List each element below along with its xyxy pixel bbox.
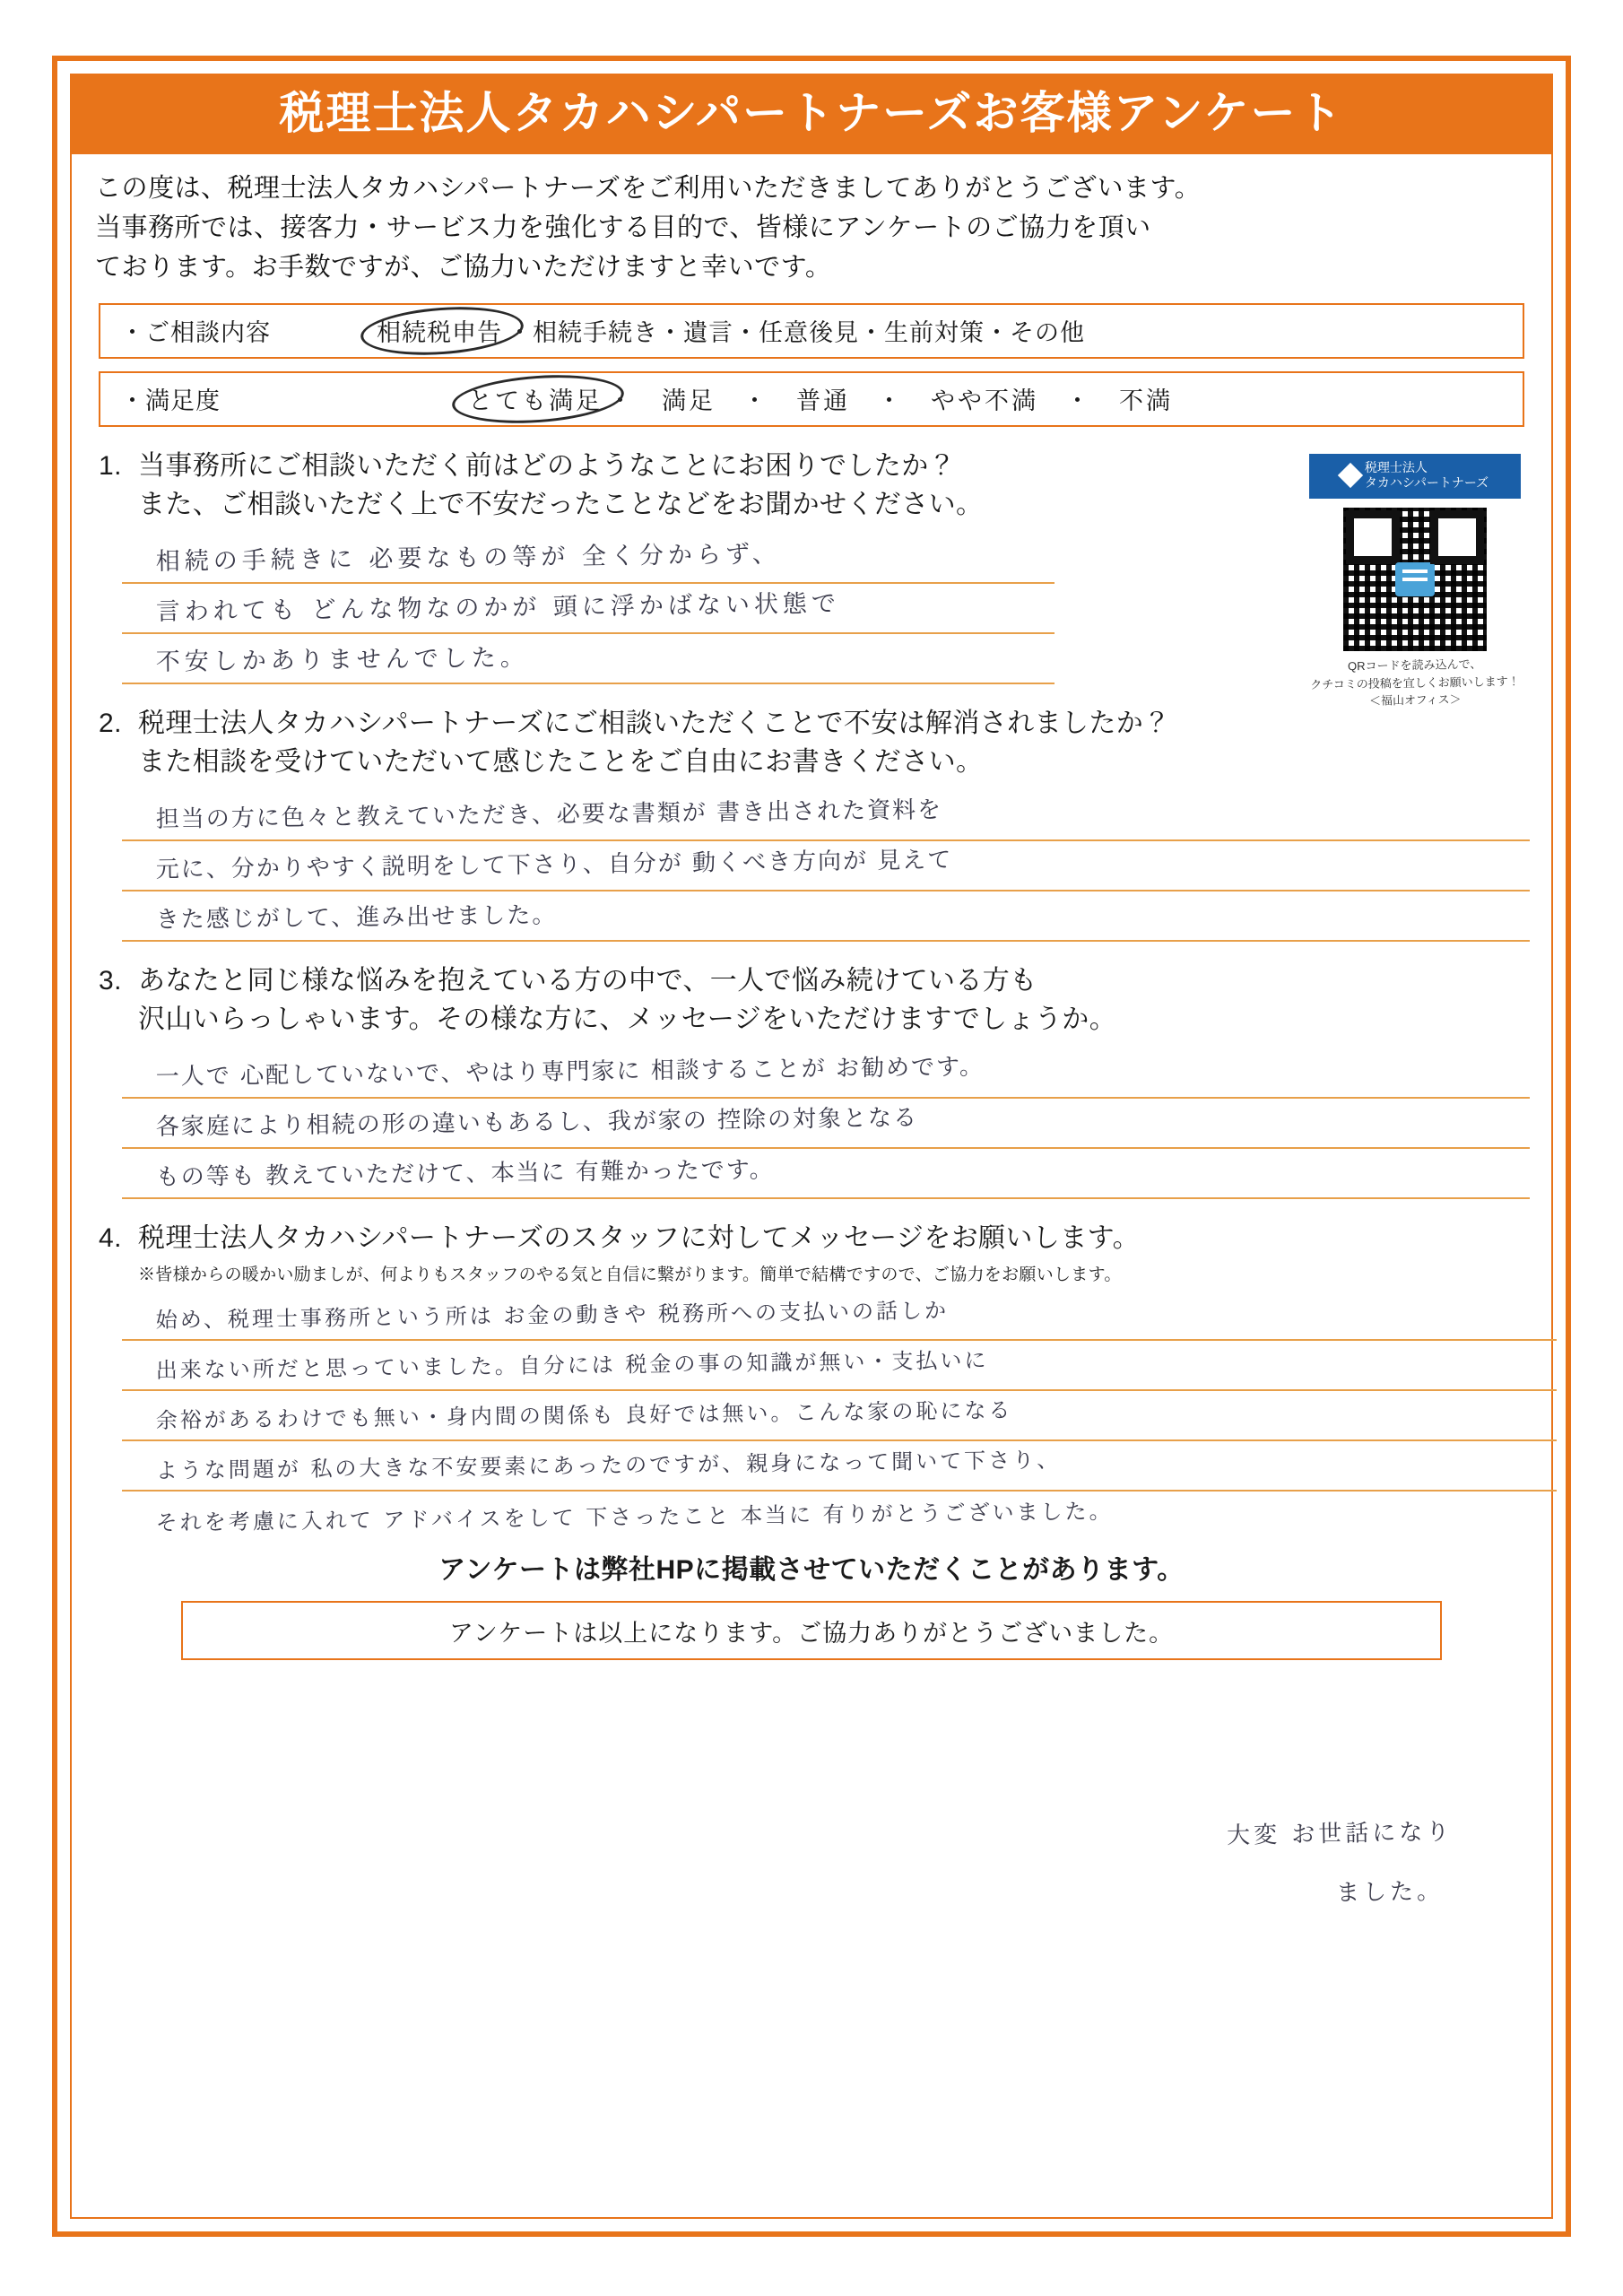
answer-line [122,584,1055,634]
answer-text: もの等も 教えていただけて、本当に 有難かったです。 [155,1156,775,1191]
question-3-number: 3. [99,965,122,996]
answer-text: 始め、税理士事務所という所は お金の動きや 税務所への支払いの話しか [155,1298,950,1334]
answer-line [122,1492,1557,1542]
answer-text: 不安しかありませんでした。 [155,643,529,676]
answer-line [122,534,1055,584]
question-4-answer[interactable] [122,1291,1557,1542]
consultation-type-label: ・ご相談内容 [120,319,271,347]
question-4-heading [99,1219,1524,1258]
question-1 [72,447,1551,708]
qr-code-icon[interactable] [1343,508,1487,651]
answer-line [122,891,1530,942]
answer-extra-text-2: ました。 [1335,1877,1445,1907]
logo-line-1: 税理士法人 [1364,459,1428,474]
question-4-note: ※皆様からの暖かい励ましが、何よりもスタッフのやる気と自信に繋がります。簡単で結構ですので、ご協力をお願いします。 [138,1265,1122,1285]
closing-message: アンケートは以上になります。ご協力ありがとうございました。 [448,1619,1175,1647]
closing-message-box [181,1601,1442,1660]
satisfaction-options[interactable] [463,381,1173,416]
answer-line [122,1099,1530,1149]
question-3-answer[interactable] [122,1048,1530,1199]
qr-caption-line-1: QRコードを読み込んで、 [1347,657,1482,674]
intro-line-2: 当事務所では、接客力・サービス力を強化する目的で、皆様にアンケートのご協力を頂い [95,213,1151,242]
page-title: 税理士法人タカハシパートナーズお客様アンケート [72,75,1551,154]
answer-text: 余裕があるわけでも無い・身内間の関係も 良好では無い。こんな家の恥になる [155,1397,1013,1434]
question-2-heading [99,704,1524,782]
answer-text: 相続の手続きに 必要なもの等が 全く分からず、 [155,540,781,576]
question-4-text-line-1: 税理士法人タカハシパートナーズのスタッフに対してメッセージをお願いします。 [138,1222,1140,1253]
qr-code-block[interactable] [1309,454,1521,709]
satisfaction-other-options[interactable]: ・ 満足 ・ 普通 ・ やや不満 ・ 不満 [608,387,1173,415]
answer-line [122,791,1530,841]
answer-text: 一人で 心配していないで、やはり専門家に 相談することが お勧めです。 [155,1053,985,1091]
logo-line-2: タカハシパートナーズ [1364,475,1489,491]
question-4-number: 4. [99,1222,122,1253]
question-1-text-line-2: また、ご相談いただく上で不安だったことなどをお聞かせください。 [138,490,984,520]
diamond-icon [1338,463,1363,488]
qr-caption-line-2: クチコミの投稿を宜しくお願いします！ [1310,674,1520,691]
survey-inner-frame [70,74,1553,2219]
qr-caption-line-3: ＜福山オフィス＞ [1368,691,1462,708]
question-4 [72,1219,1551,1907]
question-3-text-line-1: あなたと同じ様な悩みを抱えている方の中で、一人で悩み続けている方も [138,965,1037,996]
answer-line [122,841,1530,891]
answer-extra-text-1: 大変 お世話になり [1226,1818,1454,1849]
question-1-number: 1. [99,450,122,481]
question-3 [72,961,1551,1199]
answer-line [122,634,1055,684]
answer-line [122,1441,1557,1492]
answer-text: それを考慮に入れて アドバイスをして 下さったこと 本当に 有りがとうございました。 [155,1499,1114,1536]
answer-text: 言われても どんな物なのかが 頭に浮かばない状態で [155,589,841,626]
consultation-type-options[interactable] [371,313,1085,348]
question-2-number: 2. [99,708,122,738]
answer-text: ような問題が 私の大きな不安要素にあったのですが、親身になって聞いて下さり、 [155,1447,1062,1484]
answer-text: 元に、分かりやすく説明をして下さり、自分が 動くべき方向が 見えて [155,846,953,883]
question-2-text-line-2: また相談を受けていただいて感じたことをご自由にお書きください。 [138,747,984,778]
answer-line [122,1391,1557,1441]
question-2 [72,704,1551,942]
question-1-text-line-1: 当事務所にご相談いただく前はどのようなことにお困りでしたか？ [138,450,956,481]
chat-bubble-icon [1395,562,1435,596]
answer-text: きた感じがして、進み出せました。 [155,901,558,934]
satisfaction-selected-option[interactable]: とても満足 [463,381,608,416]
consultation-selected-option[interactable]: 相続税申告 [371,313,508,348]
answer-line [122,1341,1557,1391]
survey-sheet [52,56,1571,2237]
consultation-type-box [99,303,1524,359]
question-3-heading [99,961,1524,1039]
question-2-text-line-1: 税理士法人タカハシパートナーズにご相談いただくことで不安は解消されましたか？ [138,708,1171,738]
answer-line [122,1048,1530,1099]
answer-text: 各家庭により相続の形の違いもあるし、我が家の 控除の対象となる [155,1104,919,1141]
intro-paragraph [72,154,1551,291]
answer-line [122,1291,1557,1341]
company-logo [1309,454,1521,499]
question-1-answer[interactable] [122,534,1055,684]
consultation-other-options[interactable]: ・相続手続き・遺言・任意後見・生前対策・その他 [508,319,1085,347]
question-2-answer[interactable] [122,791,1530,942]
qr-caption [1309,655,1522,711]
hp-publication-note: アンケートは弊社HPに掲載させていただくことがあります。 [438,1555,1185,1586]
satisfaction-label: ・満足度 [120,387,221,415]
question-3-text-line-2: 沢山いらっしゃいます。その様な方に、メッセージをいただけますでしょうか。 [138,1004,1117,1035]
intro-line-1: この度は、税理士法人タカハシパートナーズをご利用いただきましてありがとうございます。 [95,173,1202,203]
intro-line-3: ております。お手数ですが、ご協力いただけますと幸いです。 [95,252,832,282]
answer-line [122,1149,1530,1199]
answer-text: 出来ない所だと思っていました。自分には 税金の事の知識が無い・支払いに [155,1347,989,1384]
satisfaction-box [99,371,1524,427]
answer-text: 担当の方に色々と教えていただき、必要な書類が 書き出された資料を [155,796,943,833]
